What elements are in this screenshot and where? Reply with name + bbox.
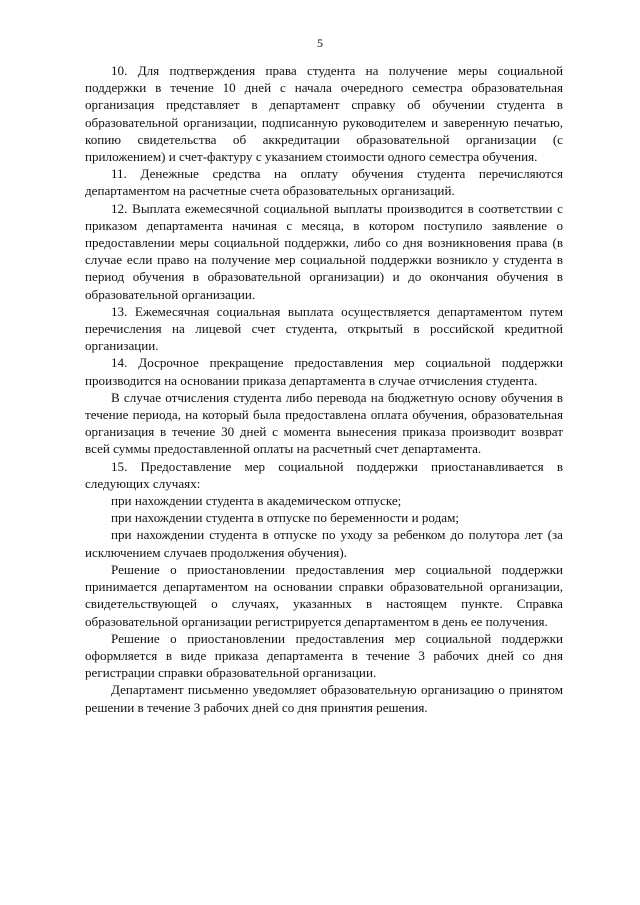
case-academic-leave: при нахождении студента в академическом отпуске; <box>111 493 402 509</box>
page-number: 5 <box>317 36 323 50</box>
paragraph-15-decision: Решение о приостановлении предоставления мер социальной поддержки принимается департаментом на основании справки образовательной организации, свидетельствующей о случаях, указанных в настоящем пункте. Справка образовательной организации регистрируется департаментом в день ее получения. <box>85 561 563 629</box>
document-body <box>85 62 563 716</box>
paragraph-14: 14. Досрочное прекращение предоставления мер социальной поддержки производится на основании приказа департамента в случае отчисления студента. <box>85 355 563 388</box>
paragraph-15: 15. Предоставление мер социальной поддержки приостанавливается в следующих случаях: <box>85 458 563 491</box>
paragraph-15-order: Решение о приостановлении предоставления мер социальной поддержки оформляется в виде приказа департамента в течение 3 рабочих дней со дня регистрации справки образовательной организации. <box>85 630 563 681</box>
paragraph-13: 13. Ежемесячная социальная выплата осуществляется департаментом путем перечисления на лицевой счет студента, открытый в российской кредитной организации. <box>85 303 563 354</box>
paragraph-12: 12. Выплата ежемесячной социальной выплаты производится в соответствии с приказом департамента начиная с месяца, в котором поступило заявление о предоставлении меры социальной поддержки, либо со дня возникновения права (в случае если право на получение мер социальной поддержки возникло у студента в период обучения в образовательной организации) и до окончания обучения в образовательной организации. <box>85 200 563 302</box>
paragraph-11: 11. Денежные средства на оплату обучения студента перечисляются департаментом на расчетные счета образовательных организаций. <box>85 166 563 199</box>
case-childcare-leave: при нахождении студента в отпуске по уходу за ребенком до полутора лет (за исключением случаев продолжения обучения). <box>85 527 563 560</box>
paragraph-14-expulsion: В случае отчисления студента либо перевода на бюджетную основу обучения в течение периода, на который была предоставлена оплата обучения, образовательная организация в течение 30 дней с момента вынесения приказа производит возврат всей суммы предоставленной оплаты на расчетный счет департамента. <box>85 389 563 457</box>
paragraph-15-notification: Департамент письменно уведомляет образовательную организацию о принятом решении в течение 3 рабочих дней со дня принятия решения. <box>85 682 563 715</box>
paragraph-10: 10. Для подтверждения права студента на получение меры социальной поддержки в течение 10 дней с начала очередного семестра образовательная организация представляет в департамент справку об обучении студента в образовательной организации, подписанную руководителем и заверенную печатью, копию свидетельства об аккредитации образовательной организации (с приложением) и счет-фактуру с указанием стоимости одного семестра обучения. <box>85 63 563 165</box>
case-maternity-leave: при нахождении студента в отпуске по беременности и родам; <box>111 510 459 526</box>
